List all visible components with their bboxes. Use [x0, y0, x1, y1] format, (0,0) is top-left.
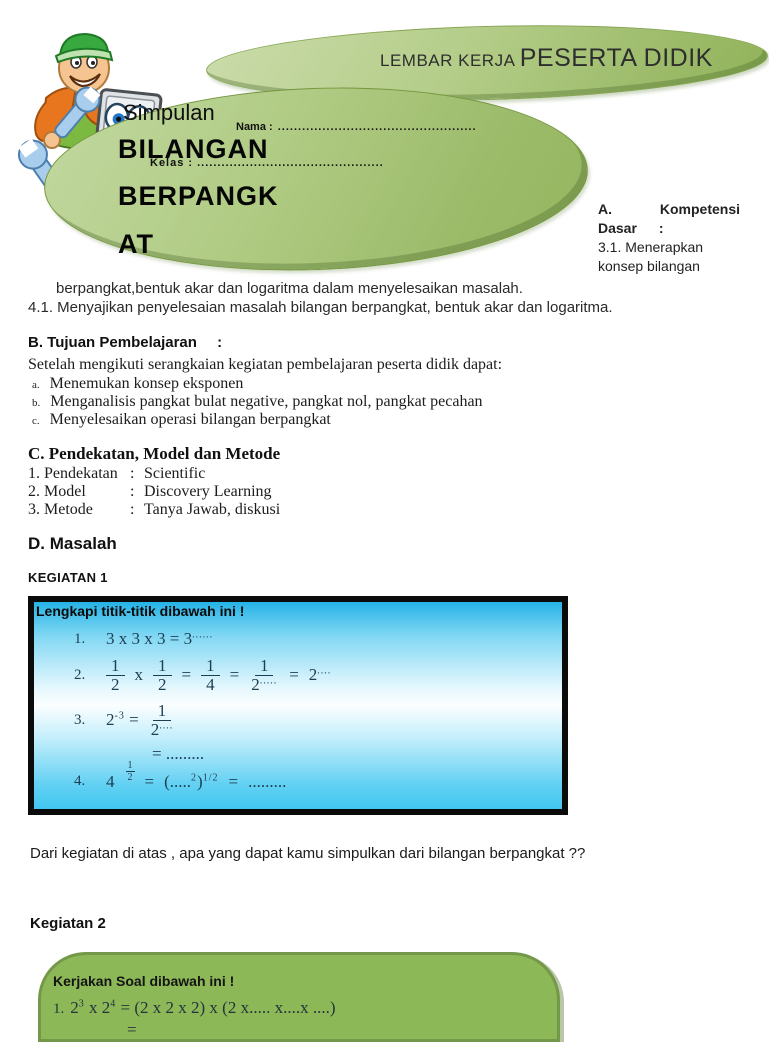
equals-sign: =	[228, 771, 239, 791]
row3-colon: :	[130, 501, 135, 518]
kegiatan1-box	[28, 596, 568, 815]
fraction-one-over-two-blank-2: $\frac{1}{2^{....}}$	[150, 700, 174, 739]
worksheet-title-bold: PESERTA DIDIK	[519, 44, 713, 72]
item2-result: 2....	[308, 665, 332, 685]
row1-colon: :	[130, 465, 135, 482]
nama-dotted-line: : .................................................	[269, 121, 477, 133]
tujuan-item-b	[32, 393, 483, 411]
section-b-title: B. Tujuan Pembelajaran	[28, 334, 197, 351]
tujuan-item-a	[32, 375, 243, 393]
kegiatan2-item-1	[53, 998, 543, 1018]
exponent-one-half: $\frac{1}{2}$	[127, 760, 133, 784]
k2-item1-expression: $2^3$ x $2^4 = (2$ x 2 x 2) x (2 x..... x....x ....)	[70, 998, 336, 1017]
worksheet-title-regular: LEMBAR KERJA	[380, 51, 520, 70]
equals-sign: =	[144, 771, 155, 791]
item4-blank: .........	[248, 771, 287, 791]
nama-field	[236, 121, 477, 133]
math-item-3	[74, 702, 562, 739]
kompetensi-heading-row1	[598, 200, 740, 219]
kd-31-line2: konsep bilangan	[598, 258, 700, 274]
row2-colon: :	[130, 483, 135, 500]
row3-value: Tanya Jawab, diskusi	[144, 501, 281, 518]
item-a-text: Menemukan konsep eksponen	[49, 375, 244, 392]
fraction-one-quarter: $\frac{1}{4}$	[201, 657, 220, 694]
item-c-text: Menyelesaikan operasi bilangan berpangkat	[49, 411, 331, 428]
math-item-1	[74, 629, 562, 649]
item1-expression: 3 x 3 x 3 = 3......	[106, 629, 214, 648]
item1-number: 1.	[74, 630, 86, 647]
row1-num: 1.	[28, 465, 40, 482]
math-item-4	[74, 760, 562, 793]
equals-sign: =	[289, 665, 299, 685]
kd-41-line: 4.1. Menyajikan penyelesaian masalah bilangan berpangkat, bentuk akar dan logaritma.	[28, 299, 613, 316]
nama-label: Nama	[236, 121, 266, 133]
kd-31-line1: 3.1. Menerapkan	[598, 239, 704, 255]
kompetensi-dasar-block	[598, 200, 740, 276]
row2-num: 2.	[28, 483, 40, 500]
item-a-marker: a.	[32, 379, 40, 391]
kompetensi-letter: A.	[598, 201, 612, 217]
kompetensi-word: Kompetensi	[659, 201, 740, 217]
item-b-text: Menganalisis pangkat bulat negative, pangkat nol, pangkat pecahan	[50, 393, 483, 410]
row3-num: 3.	[28, 501, 40, 518]
row3-label: Metode	[44, 501, 93, 518]
page-title-line2: BERPANGK	[118, 181, 279, 211]
item-b-marker: b.	[32, 397, 41, 409]
kegiatan1-box-title: Lengkapi titik-titik dibawah ini !	[36, 603, 245, 619]
equals-sign: =	[229, 665, 240, 685]
row2-value: Discovery Learning	[144, 483, 272, 500]
math-item-3-continuation: = .........	[152, 744, 205, 764]
kegiatan2-box-title: Kerjakan Soal dibawah ini !	[53, 973, 235, 989]
fraction-one-half-a: $\frac{1}{2}$	[106, 657, 125, 694]
page-title-line3: AT	[118, 229, 154, 259]
pendekatan-row-2	[28, 483, 272, 501]
fraction-one-over-two-blank: $\frac{1}{2^{.....}}$	[251, 656, 278, 694]
item-c-marker: c.	[32, 415, 40, 427]
dasar-colon: :	[658, 220, 664, 236]
item4-base: 4	[106, 771, 115, 791]
k2-item1-number: 1.	[53, 1001, 65, 1017]
row1-label: Pendekatan	[44, 465, 118, 482]
section-d-heading: D. Masalah	[28, 534, 117, 553]
kegiatan2-label: Kegiatan 2	[30, 915, 106, 932]
item1-blank-exponent: ......	[192, 629, 214, 641]
row1-value: Scientific	[144, 465, 206, 482]
reflection-question: Dari kegiatan di atas , apa yang dapat kamu simpulkan dari bilangan berpangkat ??	[30, 845, 586, 862]
equals-sign: =	[181, 665, 192, 685]
kd-continuation: berpangkat,bentuk akar dan logaritma dalam menyelesaikan masalah.	[56, 280, 523, 297]
kelas-field: Kelas : ..............................................	[150, 157, 384, 169]
k2-item1-continuation: =	[127, 1020, 137, 1039]
pendekatan-row-3	[28, 501, 280, 519]
page-title-line1: BILANGAN	[118, 134, 269, 164]
item3-lhs: $2^{-3}$ =	[106, 710, 139, 730]
fraction-one-half-b: $\frac{1}{2}$	[153, 657, 172, 694]
worksheet-title	[380, 44, 750, 73]
item4-number: 4.	[74, 773, 86, 790]
item4-parenthetical: $(.....^2)^{1/2}$	[164, 771, 219, 791]
section-c-heading: C. Pendekatan, Model dan Metode	[28, 444, 281, 463]
row2-label: Model	[44, 483, 86, 500]
times-sign: x	[134, 665, 143, 685]
item3-number: 3.	[74, 711, 86, 728]
dasar-word: Dasar	[598, 220, 637, 236]
simpulan-label: Simpulan	[123, 100, 215, 125]
pendekatan-row-1	[28, 465, 205, 483]
kegiatan2-box	[38, 952, 560, 1042]
math-item-2	[74, 657, 562, 694]
kompetensi-heading-row2	[598, 219, 740, 238]
section-b-colon: :	[217, 334, 223, 351]
tujuan-item-c	[32, 411, 331, 429]
section-b-heading	[28, 334, 222, 351]
kegiatan1-label: KEGIATAN 1	[28, 570, 108, 585]
tujuan-intro: Setelah mengikuti serangkaian kegiatan pembelajaran peserta didik dapat:	[28, 356, 503, 373]
item2-number: 2.	[74, 666, 86, 683]
